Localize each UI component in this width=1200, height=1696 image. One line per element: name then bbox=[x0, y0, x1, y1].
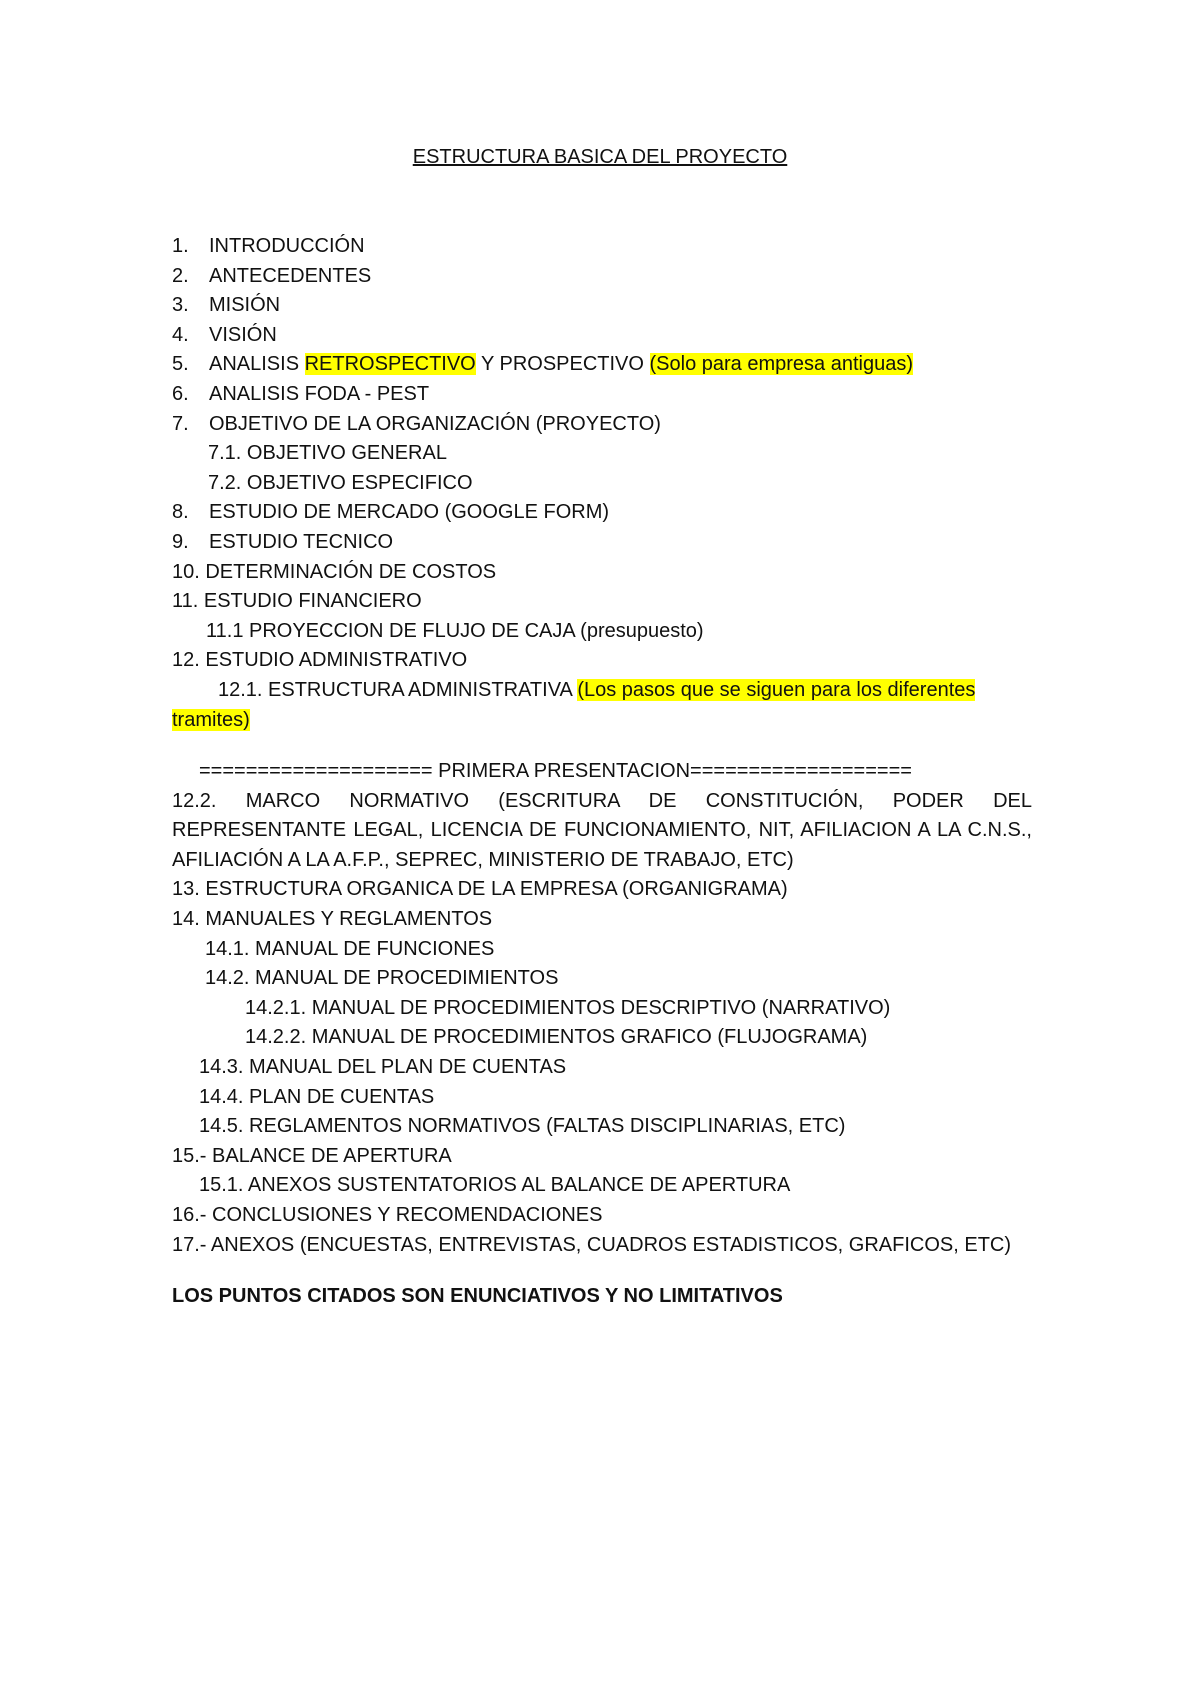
closing-note: LOS PUNTOS CITADOS SON ENUNCIATIVOS Y NO LIMITATIVOS bbox=[172, 1285, 783, 1308]
list-text: MISIÓN bbox=[209, 294, 281, 317]
list-number: 2. bbox=[172, 264, 189, 287]
list-item-14-2: 14.2. MANUAL DE PROCEDIMIENTOS bbox=[205, 967, 559, 990]
list-text: INTRODUCCIÓN bbox=[209, 235, 365, 257]
document-body bbox=[172, 232, 1032, 1312]
list-number: 6. bbox=[172, 382, 189, 405]
list-number: 4. bbox=[172, 323, 189, 346]
highlighted-text: (Los pasos que se siguen para los diferentes tramites) bbox=[172, 678, 976, 731]
list-item-1 bbox=[172, 232, 1032, 262]
list-item-12-2: 12.2. MARCO NORMATIVO (ESCRITURA DE CONSTITUCIÓN, PODER DEL REPRESENTANTE LEGAL, LICENCIA DE FUNCIONAMIENTO, NIT, AFILIACION A LA C.N.S., AFILIACIÓN A LA A.F.P., SEPREC, MINISTERIO DE TRABAJO, ETC) bbox=[172, 789, 1032, 871]
list-item-14-2-2: 14.2.2. MANUAL DE PROCEDIMIENTOS GRAFICO (FLUJOGRAMA) bbox=[245, 1026, 868, 1049]
list-text: VISIÓN bbox=[209, 323, 277, 346]
list-item-9 bbox=[172, 528, 1032, 558]
list-number: 5. bbox=[172, 353, 189, 376]
list-item-7 bbox=[172, 410, 1032, 440]
list-text: ESTUDIO TECNICO bbox=[209, 530, 394, 553]
list-item-7-1: 7.1. OBJETIVO GENERAL bbox=[208, 442, 447, 465]
list-item-16: 16.- CONCLUSIONES Y RECOMENDACIONES bbox=[172, 1204, 603, 1226]
list-item-3 bbox=[172, 291, 1032, 321]
spacer bbox=[172, 735, 1032, 757]
list-item-11: 11. ESTUDIO FINANCIERO bbox=[172, 590, 422, 613]
list-text: ESTUDIO DE MERCADO (GOOGLE FORM) bbox=[209, 501, 610, 524]
list-item-15: 15.- BALANCE DE APERTURA bbox=[172, 1144, 452, 1167]
list-text: ANTECEDENTES bbox=[209, 264, 372, 287]
list-item-14-1: 14.1. MANUAL DE FUNCIONES bbox=[205, 937, 495, 960]
list-text: ANALISIS FODA - PEST bbox=[209, 382, 430, 405]
list-number: 3. bbox=[172, 294, 189, 317]
list-number: 8. bbox=[172, 501, 189, 524]
section-separator: ==================== PRIMERA PRESENTACION=================== bbox=[199, 760, 912, 783]
list-item-10: 10. DETERMINACIÓN DE COSTOS bbox=[172, 560, 497, 583]
list-number: 7. bbox=[172, 412, 189, 435]
list-item-2 bbox=[172, 262, 1032, 292]
list-item-14: 14. MANUALES Y REGLAMENTOS bbox=[172, 908, 493, 931]
list-text: 12.1. ESTRUCTURA ADMINISTRATIVA bbox=[218, 678, 578, 701]
list-item-15-1: 15.1. ANEXOS SUSTENTATORIOS AL BALANCE DE APERTURA bbox=[199, 1174, 791, 1197]
list-item-7-2: 7.2. OBJETIVO ESPECIFICO bbox=[208, 471, 473, 494]
list-item-4 bbox=[172, 321, 1032, 351]
list-item-8 bbox=[172, 498, 1032, 528]
list-item-12-1 bbox=[172, 676, 1032, 735]
list-item-6 bbox=[172, 380, 1032, 410]
list-text: ANALISIS bbox=[209, 353, 305, 376]
list-item-17: 17.- ANEXOS (ENCUESTAS, ENTREVISTAS, CUADROS ESTADISTICOS, GRAFICOS, ETC) bbox=[172, 1233, 1012, 1256]
list-item-14-3: 14.3. MANUAL DEL PLAN DE CUENTAS bbox=[199, 1056, 567, 1079]
highlighted-text: (Solo para empresa antiguas) bbox=[649, 353, 913, 376]
list-text: Y PROSPECTIVO bbox=[475, 353, 650, 376]
list-number: 1. bbox=[172, 235, 189, 257]
list-item-12: 12. ESTUDIO ADMINISTRATIVO bbox=[172, 649, 468, 672]
list-text: OBJETIVO DE LA ORGANIZACIÓN (PROYECTO) bbox=[209, 412, 661, 435]
list-item-14-2-1: 14.2.1. MANUAL DE PROCEDIMIENTOS DESCRIPTIVO (NARRATIVO) bbox=[245, 996, 891, 1019]
list-item-13: 13. ESTRUCTURA ORGANICA DE LA EMPRESA (ORGANIGRAMA) bbox=[172, 878, 788, 901]
list-item-14-5: 14.5. REGLAMENTOS NORMATIVOS (FALTAS DISCIPLINARIAS, ETC) bbox=[199, 1115, 846, 1138]
list-item-5 bbox=[172, 350, 1032, 380]
list-number: 9. bbox=[172, 530, 189, 553]
list-item-14-4: 14.4. PLAN DE CUENTAS bbox=[199, 1085, 435, 1108]
list-item-11-1: 11.1 PROYECCION DE FLUJO DE CAJA (presupuesto) bbox=[206, 619, 704, 642]
document-title: ESTRUCTURA BASICA DEL PROYECTO bbox=[412, 146, 788, 168]
highlighted-text: RETROSPECTIVO bbox=[304, 353, 476, 376]
